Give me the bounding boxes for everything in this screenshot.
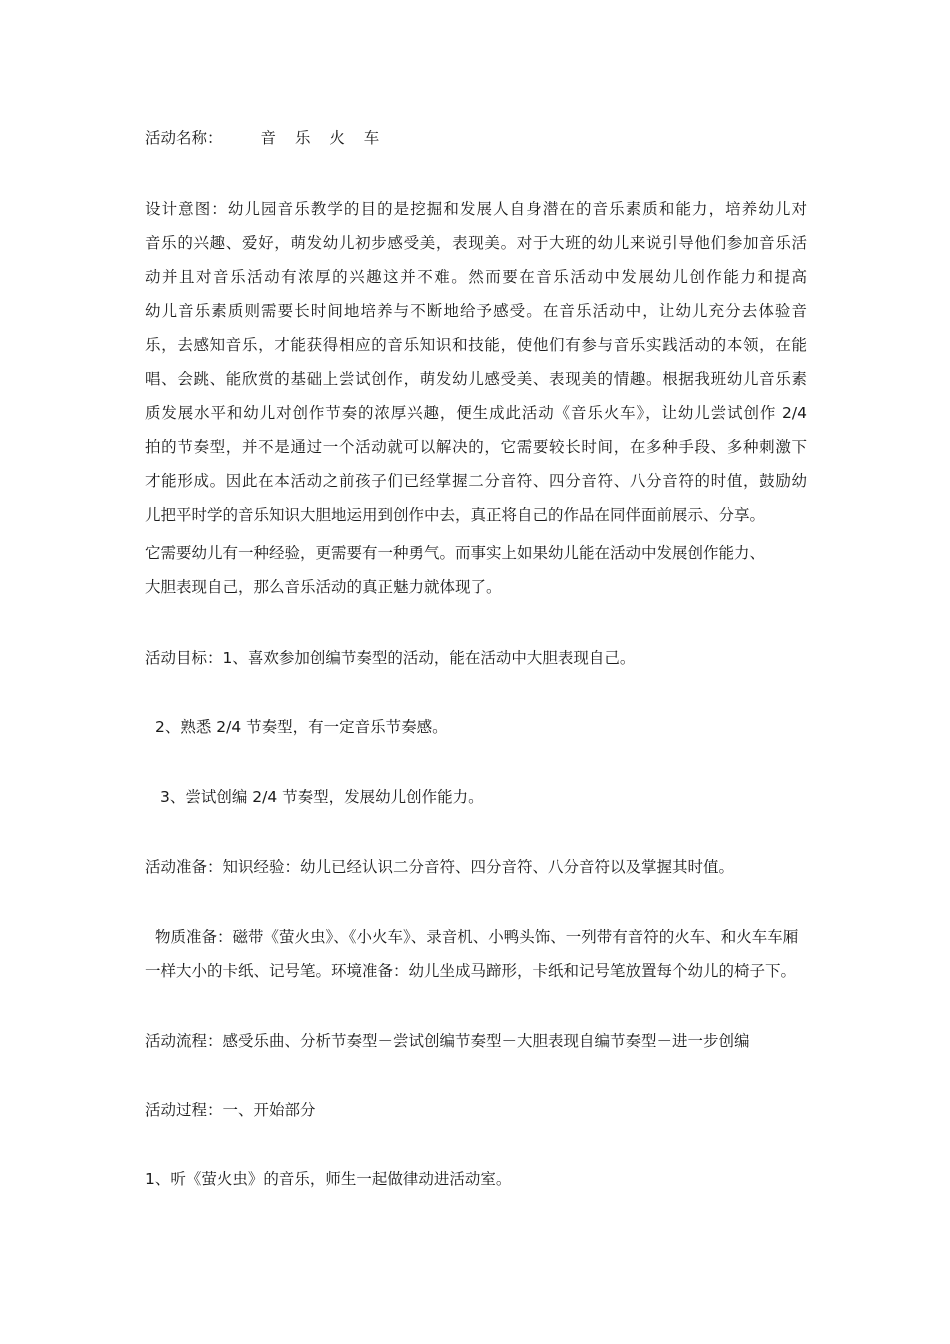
step-line-1: 1、听《萤火虫》的音乐，师生一起做律动进活动室。 <box>145 1170 512 1188</box>
intent-line: 动并且对音乐活动有浓厚的兴趣这并不难。然而要在音乐活动中发展幼儿创作能力和提高 <box>145 268 807 286</box>
intent-line: 拍的节奏型，并不是通过一个活动就可以解决的，它需要较长时间，在多种手段、多种刺激下 <box>145 438 807 456</box>
intent-line: 才能形成。因此在本活动之前孩子们已经掌握二分音符、四分音符、八分音符的时值，鼓励幼 <box>145 472 807 490</box>
intent-line: 唱、会跳、能欣赏的基础上尝试创作，萌发幼儿感受美、表现美的情趣。根据我班幼儿音乐素 <box>145 370 807 388</box>
prep-line-materials: 物质准备：磁带《萤火虫》、《小火车》、录音机、小鸭头饰、一列带有音符的火车、和火车车厢 <box>155 928 799 946</box>
intent-line: 设计意图：幼儿园音乐教学的目的是挖掘和发展人自身潜在的音乐素质和能力，培养幼儿对 <box>145 200 807 218</box>
intent-line: 音乐的兴趣、爱好，萌发幼儿初步感受美，表现美。对于大班的幼儿来说引导他们参加音乐活 <box>145 234 807 252</box>
intent-line: 大胆表现自己，那么音乐活动的真正魅力就体现了。 <box>145 578 502 596</box>
intent-line: 质发展水平和幼儿对创作节奏的浓厚兴趣，便生成此活动《音乐火车》，让幼儿尝试创作 2/4 <box>145 404 807 422</box>
prep-line-knowledge: 活动准备：知识经验：幼儿已经认识二分音符、四分音符、八分音符以及掌握其时值。 <box>145 858 735 876</box>
intent-line: 乐，去感知音乐，才能获得相应的音乐知识和技能，使他们有参与音乐实践活动的本领，在能 <box>145 336 807 354</box>
activity-name-line <box>145 127 386 149</box>
intent-line: 它需要幼儿有一种经验，更需要有一种勇气。而事实上如果幼儿能在活动中发展创作能力、 <box>145 544 766 562</box>
activity-name-value: 音 乐 火 车 <box>260 129 387 147</box>
process-line: 活动过程：一、开始部分 <box>145 1101 316 1119</box>
goal-line-2: 2、熟悉 2/4 节奏型，有一定音乐节奏感。 <box>155 718 448 736</box>
activity-name-label: 活动名称： <box>145 129 223 147</box>
intent-line: 幼儿音乐素质则需要长时间地培养与不断地给予感受。在音乐活动中，让幼儿充分去体验音 <box>145 302 807 320</box>
prep-line-environment: 一样大小的卡纸、记号笔。环境准备：幼儿坐成马蹄形，卡纸和记号笔放置每个幼儿的椅子下。 <box>145 962 797 980</box>
intent-line: 儿把平时学的音乐知识大胆地运用到创作中去，真正将自己的作品在同伴面前展示、分享。 <box>145 506 766 524</box>
goal-line-3: 3、尝试创编 2/4 节奏型，发展幼儿创作能力。 <box>160 788 484 806</box>
goal-line-1: 活动目标：1、喜欢参加创编节奏型的活动，能在活动中大胆表现自己。 <box>145 649 636 667</box>
flow-line: 活动流程：感受乐曲、分析节奏型－尝试创编节奏型－大胆表现自编节奏型－进一步创编 <box>145 1032 750 1050</box>
